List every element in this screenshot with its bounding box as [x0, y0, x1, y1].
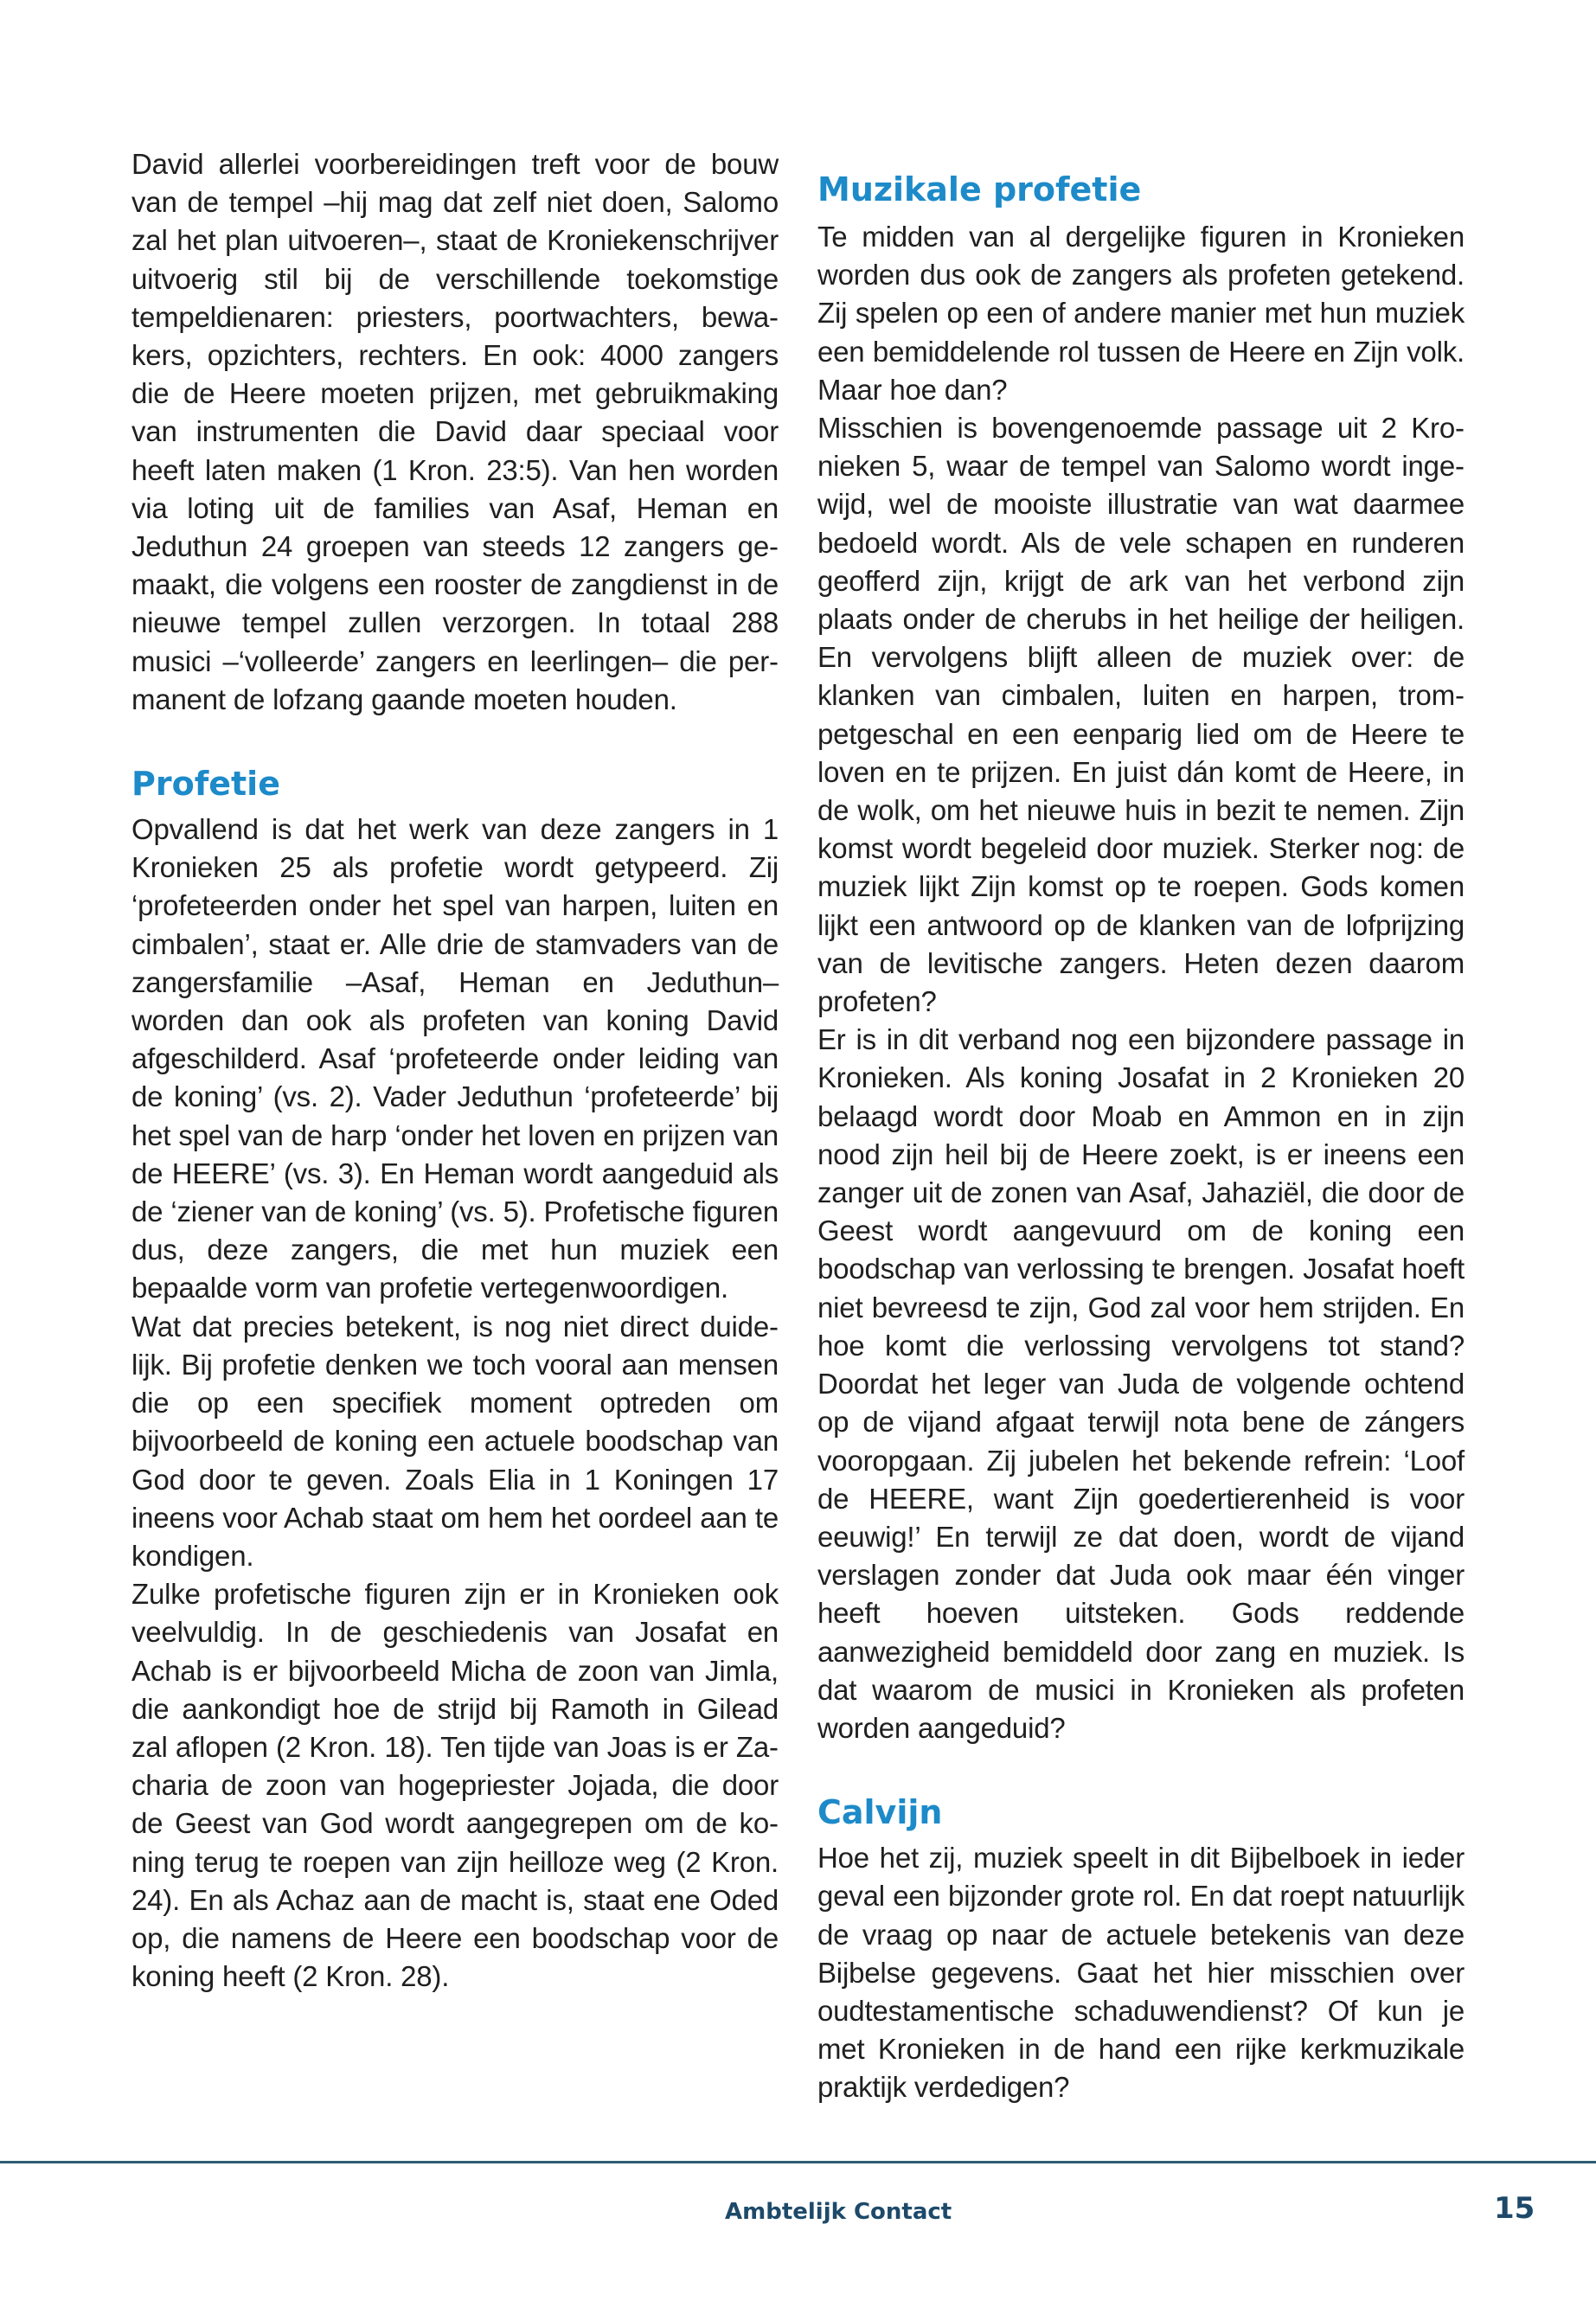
- muzikale-paragraph-2: Misschien is bovengenoemde passage uit 2 Kronieken 5, waar de tempel van Salomo wordt ingewijd, wel de mooiste illustratie van wat daarmee bedoeld wordt. Als de vele schapen en runderen geofferd zijn, krijgt de ark van het verbond zijn plaats onder de cherubs in het heilige der heiligen. En vervolgens blijft alleen de muziek over: de klanken van cimbalen, luiten en harpen, trompetgeschal en een eenparig lied om de Heere te loven en te prijzen. En juist dán komt de Heere, in de wolk, om het nieuwe huis in bezit te nemen. Zijn komst wordt begeleid door muziek. Sterker nog: de muziek lijkt Zijn komst op te roepen. Gods komen lijkt een antwoord op de klanken van de lofprijzing van de levitische zangers. Heten dezen daarom profeten?: [817, 412, 1465, 1018]
- heading-muzikale-profetie: Muzikale profetie: [817, 170, 1142, 208]
- right-column: [817, 145, 1465, 2107]
- calvijn-paragraph-1: Hoe het zij, muziek speelt in dit Bijbelboek in ieder geval een bijzonder grote rol. En dat roept natuurlijk de vraag op naar de actuele betekenis van deze Bijbelse gegevens. Gaat het hier misschien over oudtestamentische schaduwendienst? Of kun je met Kronieken in de hand een rijke kerkmuzikale praktijk verdedigen?: [817, 1842, 1465, 2104]
- muzikale-paragraph-3: Er is in dit verband nog een bijzondere passage in Kronieken. Als koning Josafat in 2 Kronieken 20 belaagd wordt door Moab en Ammon en in zijn nood zijn heil bij de Heere zoekt, is er ineens een zanger uit de zonen van Asaf, Jahaziël, die door de Geest wordt aangevuurd om de koning een boodschap van verlossing te brengen. Josafat hoeft niet bevreesd te zijn, God zal voor hem strijden. En hoe komt die verlossing vervolgens tot stand? Doordat het leger van Juda de volgende ochtend op de vijand afgaat terwijl nota bene de zángers vooropgaan. Zij jubelen het bekende refrein: ‘Loof de HEERE, want Zijn goedertierenheid is voor eeuwig!’ En terwijl ze dat doen, wordt de vijand verslagen zonder dat Juda ook maar één vinger heeft hoeven uitsteken. Gods reddende aanwezigheid bemiddeld door zang en muziek. Is dat waarom de musici in Kronieken als profeten worden aangeduid?: [817, 1023, 1465, 1744]
- page-number: 15: [1494, 2191, 1535, 2226]
- profetie-paragraph-2: Wat dat precies betekent, is nog niet direct duidelijk. Bij profetie denken we toch vooral aan mensen die op een specifiek moment optreden om bijvoorbeeld de koning een actuele boodschap van God door te geven. Zoals Elia in 1 Koningen 17 ineens voor Achab staat om hem het oordeel aan te kondigen.: [131, 1310, 779, 1572]
- profetie-paragraph-1: Opvallend is dat het werk van deze zangers in 1 Kronieken 25 als profetie wordt getypeerd. Zij ‘profeteerden onder het spel van harpen, luiten en cimbalen’, staat er. Alle drie de stamvaders van de zangersfamilie –Asaf, Heman en Jeduthun– worden dan ook als profeten van koning David afgeschilderd. Asaf ‘profeteerde onder leiding van de koning’ (vs. 2). Vader Jeduthun ‘profeteerde’ bij het spel van de harp ‘onder het loven en prijzen van de HEERE’ (vs. 3). En Heman wordt aangeduid als de ‘ziener van de koning’ (vs. 5). Profetische figuren dus, deze zangers, die met hun muziek een bepaalde vorm van profetie vertegenwoordigen.: [131, 813, 779, 1304]
- publication-title: Ambtelijk Contact: [725, 2199, 952, 2225]
- heading-calvijn: Calvijn: [817, 1793, 943, 1832]
- muzikale-paragraph-1: Te midden van al dergelijke figuren in Kronieken worden dus ook de zangers als profeten getekend. Zij spelen op een of andere manier met hun muziek een bemiddelende rol tussen de Heere en Zijn volk. Maar hoe dan?: [817, 221, 1465, 406]
- heading-profetie: Profetie: [131, 765, 280, 804]
- footer-divider: [0, 2161, 1596, 2163]
- profetie-paragraph-3: Zulke profetische figuren zijn er in Kronieken ook veelvuldig. In de geschiedenis van Josafat en Achab is er bijvoorbeeld Micha de zoon van Jimla, die aankondigt hoe de strijd bij Ramoth in Gilead zal aflopen (2 Kron. 18). Ten tijde van Joas is er Zacharia de zoon van hogepriester Jojada, die door de Geest van God wordt aangegrepen om de koning terug te roepen van zijn heilloze weg (2 Kron. 24). En als Achaz aan de macht is, staat ene Oded op, die namens de Heere een boodschap voor de koning heeft (2 Kron. 28).: [131, 1578, 779, 1993]
- left-column: [131, 145, 779, 1996]
- intro-paragraph: David allerlei voorbereidingen treft voor de bouw van de tempel –hij mag dat zelf niet doen, Salomo zal het plan uitvoeren–, staat de Kroniekenschrijver uitvoerig stil bij de verschillende toekomstige tempeldienaren: priesters, poortwachters, bewakers, opzichters, rechters. En ook: 4000 zangers die de Heere moeten prijzen, met gebruikmaking van instrumenten die David daar speciaal voor heeft laten maken (1 Kron. 23:5). Van hen worden via loting uit de families van Asaf, Heman en Jeduthun 24 groepen van steeds 12 zangers gemaakt, die volgens een rooster de zangdienst in de nieuwe tempel zullen verzorgen. In totaal 288 musici –‘volleerde’ zangers en leerlingen– die permanent de lofzang gaande moeten houden.: [131, 148, 779, 715]
